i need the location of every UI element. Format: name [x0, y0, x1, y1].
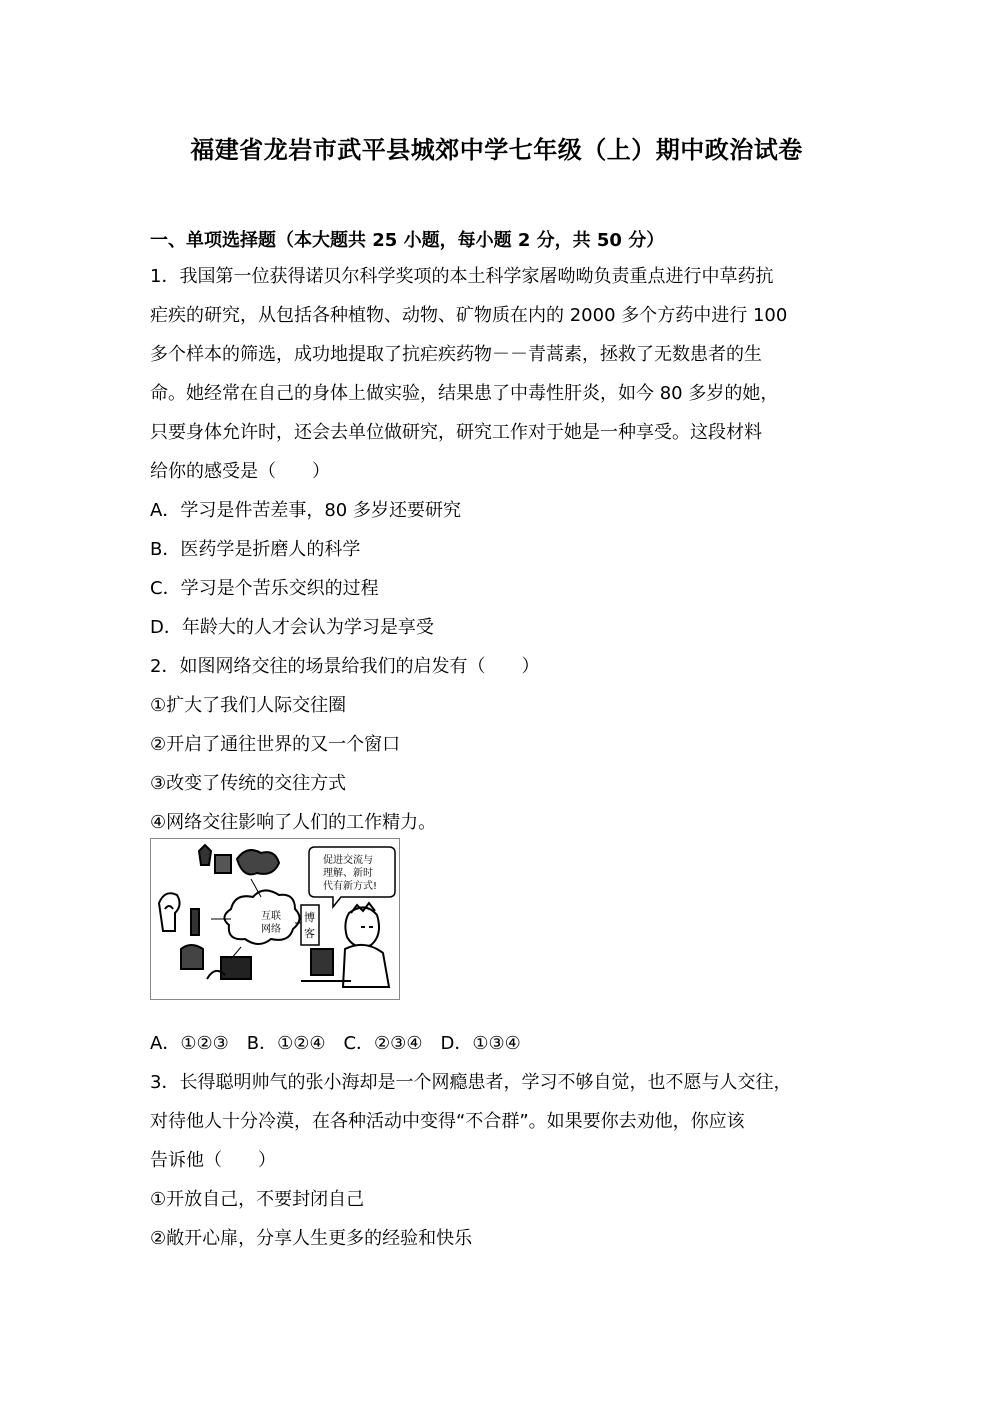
- question-3-line: 对待他人十分冷漠，在各种活动中变得“不合群”。如果要你去劝他，你应该: [150, 1111, 745, 1132]
- question-1-option-a: A．学习是件苦差事，80 多岁还要研究: [150, 500, 461, 521]
- sign-text-line: 客: [304, 927, 315, 940]
- question-2-options: A．①②③ B．①②④ C．②③④ D．①③④: [150, 1033, 521, 1054]
- question-3-line: 3．长得聪明帅气的张小海却是一个网瘾患者，学习不够自觉，也不愿与人交往，: [150, 1072, 792, 1093]
- question-1-line: 命。她经常在自己的身体上做实验，结果患了中毒性肝炎，如今 80 多岁的她，: [150, 383, 779, 404]
- network-cartoon-image: [150, 838, 400, 1000]
- question-1: [150, 257, 860, 842]
- question-1-option-d: D．年龄大的人才会认为学习是享受: [150, 617, 434, 638]
- question-1-line: 多个样本的筛选，成功地提取了抗疟疾药物－－青蒿素，拯救了无数患者的生: [150, 344, 762, 365]
- question-2-stem: 2．如图网络交往的场景给我们的启发有（ ）: [150, 656, 540, 677]
- cloud-text-line: 互联: [261, 911, 281, 922]
- question-2-options-and-question-3: [150, 1024, 860, 1258]
- question-1-option-c: C．学习是个苦乐交织的过程: [150, 578, 379, 599]
- cloud-text-line: 网络: [261, 924, 281, 935]
- question-1-line: 1．我国第一位获得诺贝尔科学奖项的本土科学家屠呦呦负责重点进行中草药抗: [150, 266, 774, 287]
- question-2-item: ①扩大了我们人际交往圈: [150, 695, 347, 716]
- question-1-line: 只要身体允许时，还会去单位做研究，研究工作对于她是一种享受。这段材料: [150, 422, 762, 443]
- cartoon-drawing: [151, 839, 399, 999]
- bubble-text-line: 理解、新时: [323, 868, 373, 879]
- question-3-item: ①开放自己，不要封闭自己: [150, 1189, 365, 1210]
- question-2-item: ④网络交往影响了人们的工作精力。: [150, 812, 437, 833]
- question-3-line: 告诉他（ ）: [150, 1150, 276, 1171]
- question-3-item: ②敞开心扉，分享人生更多的经验和快乐: [150, 1228, 473, 1249]
- bubble-text-line: 代有新方式!: [323, 881, 378, 892]
- question-2-item: ③改变了传统的交往方式: [150, 773, 347, 794]
- page-title: 福建省龙岩市武平县城郊中学七年级（上）期中政治试卷: [190, 135, 803, 164]
- sign-text-line: 博: [304, 911, 315, 924]
- bubble-text-line: 促进交流与: [323, 855, 373, 866]
- question-1-option-b: B．医药学是折磨人的科学: [150, 539, 361, 560]
- section-heading: 一、单项选择题（本大题共 25 小题，每小题 2 分，共 50 分）: [150, 230, 665, 251]
- question-1-line: 疟疾的研究，从包括各种植物、动物、矿物质在内的 2000 多个方药中进行 100: [150, 305, 788, 326]
- question-2-item: ②开启了通往世界的又一个窗口: [150, 734, 401, 755]
- question-1-line: 给你的感受是（ ）: [150, 461, 330, 482]
